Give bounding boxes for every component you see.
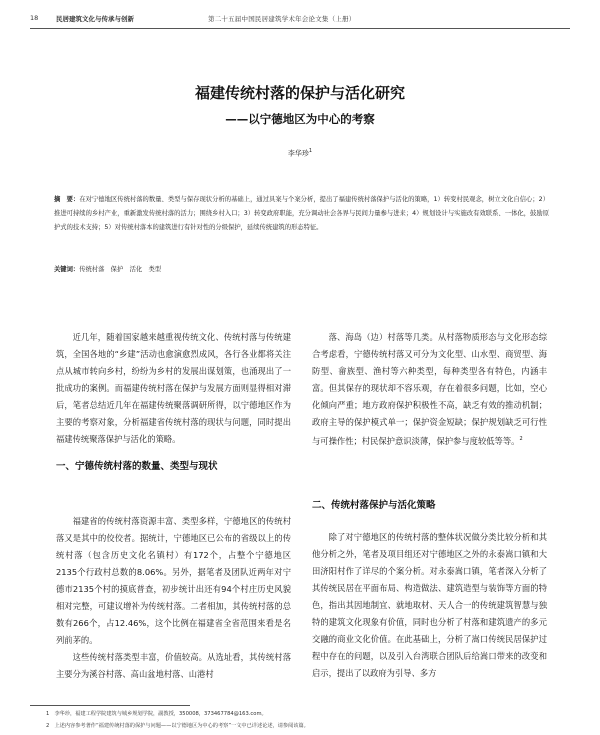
- section-1-paragraph-1: 福建省的传统村落资源丰富、类型多样，宁德地区的传统村落又是其中的佼佼者。据统计，宁德地区已公布的省级以上的传统村落（包含历史文化名镇村）有172个，占整个宁德地区2135个行政村总数的8.06%。另外，据笔者及团队近两年对宁德市2135个村的摸底普查，初步统计出还有94个村庄历史风貌相对完整，可建议增补为传统村落。二者相加，其传统村落的总数有266个，占12.46%，这个比例在福建省全省范围来看是名列前茅的。: [56, 516, 291, 645]
- keywords-label: 关键词：: [54, 266, 80, 273]
- abstract: [54, 193, 549, 235]
- article-subtitle: ——以宁德地区为中心的考察: [225, 112, 375, 126]
- abstract-text: 在对宁德地区传统村落的数量、类型与保存现状分析的基础上，通过具案与个案分析，提出了福建传统村落保护与活化的策略，1）转变村民观念，树立文化自信心；2）推进可持续的乡村产业，重新激发传统村落的活力；围绕乡村入口；3）转变政府职能，充分调动社会各界与民间力量参与进来；4）规划设计与实施改有效联系、一体化，鼓励原护式的技术支持；5）对传统村落本的建筑进行有针对性的分级保护，延续传统建筑的形态特征。: [54, 196, 550, 231]
- right-column: [312, 329, 547, 450]
- footnote-1: 1 李华珍，福建工程学院建筑与城乡规划学院，副教授，350008，373467784@163.com。: [46, 711, 267, 717]
- continuation-paragraph: [312, 329, 547, 450]
- author-line: [0, 148, 600, 158]
- section-1-heading: 一、宁德传统村落的数量、类型与现状: [56, 461, 218, 472]
- author-name: 李华珍: [287, 149, 309, 158]
- running-title: 第二十五届中国民居建筑学术年会论文集（上册）: [208, 15, 356, 23]
- section-2-heading: 二、传统村落保护与活化策略: [312, 500, 436, 511]
- abstract-label: 摘 要：: [54, 196, 80, 203]
- footnote-mark-2: 2: [519, 436, 523, 442]
- continuation-text: 落、海岛（边）村落等几类。从村落物质形态与文化形态综合考虑看，宁德传统村落又可分为文化型、山水型、商贸型、海防型、畲族型、渔村等六种类型，每种类型各有特色，内涵丰富。但其保存的现状却不容乐观，存在着很多问题，比如，空心化倾向严重；地方政府保护积极性不高，缺乏有效的推动机制；政府主导的保护模式单一；保护资金短缺；保护规划缺乏可行性与可操作性；村民保护意识淡薄，保护参与度较低等等。: [312, 332, 547, 446]
- page-number: 18: [30, 14, 39, 22]
- left-column: [56, 329, 291, 448]
- journal-name: 民居建筑文化与传承与创新: [56, 15, 134, 23]
- running-header: [30, 14, 570, 28]
- section-1-paragraph-2: 这些传统村落类型丰富，价值较高。从选址看，其传统村落主要分为溪谷村落、高山盆地村落、山港村: [56, 652, 291, 679]
- header-rule: [30, 28, 570, 29]
- author-footnote-mark: 1: [308, 148, 313, 154]
- keywords-text: 传统村落 保护 活化 类型: [79, 266, 162, 273]
- intro-paragraph: 近几年，随着国家越来越重视传统文化、传统村落与传统建筑，全国各地的“乡建”活动也愈演愈烈成风，各行各业都将关注点从城市转向乡村，纷纷为乡村的发展出谋划策，也涌现出了一批成功的案例。而福建传统村落在保护与发展方面则显得相对滞后，笔者总结近几年在福建传统聚落调研所得，以宁德地区作为主要的考察对象，分析福建省传统村落的现状与问题，同时提出福建传统聚落保护与活化的策略。: [56, 332, 291, 444]
- section-2-paragraph-1: 除了对宁德地区的传统村落的整体状况做分类比较分析和其他分析之外，笔者及项目组还对宁德地区之外的永泰嵩口镇和大田济阳村作了详尽的个案分析。对永泰嵩口镇，笔者深入分析了其传统民居在平面布局、构造做法、建筑造型与装饰等方面的特色，指出其因地制宜、就地取材、天人合一的传统建筑智慧与独特的建筑文化现象有价值，同时也分析了村落和建筑遗产的多元交融的商业文化价值。在此基础上，分析了嵩口传统民居保护过程中存在的问题，以及引入台湾联合团队后给嵩口带来的改变和启示，提出了以政府为引导、多方: [312, 532, 547, 678]
- left-column-section-1: [56, 513, 291, 683]
- right-column-section-2: [312, 529, 547, 682]
- keywords: [54, 264, 549, 273]
- footnote-2: 2 上述内容参考著作“福建传统村落的保护与问题——以宁德地区为中心的考察”一文中已详述论述，请参阅该篇。: [46, 723, 309, 729]
- article-title: 福建传统村落的保护与活化研究: [194, 84, 405, 102]
- footnote-rule: [30, 705, 190, 706]
